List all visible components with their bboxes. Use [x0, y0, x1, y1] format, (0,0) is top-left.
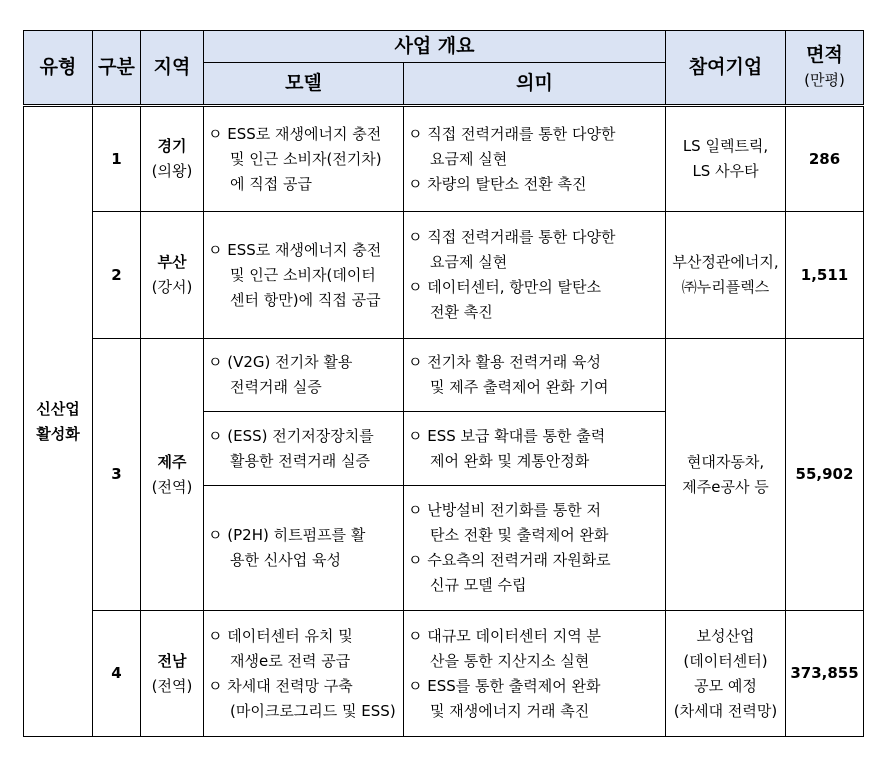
- text-line: ㅇ 직접 전력거래를 통한 다양한: [408, 228, 616, 246]
- text-line: 신규 모델 수립: [430, 576, 527, 594]
- text-line: 활용한 전력거래 실증: [230, 451, 370, 470]
- row-no: 1: [93, 106, 141, 212]
- text-line: ㅇ ESS로 재생에너지 충전: [208, 124, 382, 143]
- text-line: ㅇ (P2H) 히트펌프를 활: [208, 526, 366, 544]
- header-overview: 사업 개요: [204, 31, 666, 63]
- row-area: 1,511: [786, 212, 864, 339]
- text-line: ㅇ ESS로 재생에너지 충전: [208, 240, 382, 259]
- row-meaning: [404, 412, 666, 486]
- row-model: [204, 486, 404, 611]
- row-companies: [666, 212, 786, 339]
- row-no: 2: [93, 212, 141, 339]
- text-line: ㅇ 데이터센터, 항만의 탈탄소: [408, 278, 601, 296]
- text-line: 전력거래 실증: [230, 378, 322, 396]
- text-line: 에 직접 공급: [230, 174, 312, 193]
- text-line: LS 일렉트릭,: [682, 137, 769, 155]
- text-line: 및 제주 출력제어 완화 기여: [430, 378, 609, 396]
- row-area: 373,855: [786, 611, 864, 737]
- row-area: 286: [786, 106, 864, 212]
- row-companies: [666, 611, 786, 737]
- row-meaning: [404, 611, 666, 737]
- text-line: ㅇ (ESS) 전기저장장치를: [208, 426, 374, 445]
- header-type: 유형: [24, 31, 93, 106]
- header-area: 면적 (만평): [786, 31, 864, 106]
- text-line: 공모 예정: [694, 676, 757, 695]
- row-model: [204, 106, 404, 212]
- header-no: 구분: [93, 31, 141, 106]
- row-companies: [666, 106, 786, 212]
- row-region: 경기 (의왕): [141, 106, 204, 212]
- row-model: [204, 611, 404, 737]
- text-line: ㅇ 데이터센터 유치 및: [208, 626, 353, 645]
- text-line: (차세대 전력망): [673, 701, 778, 720]
- header-companies: 참여기업: [666, 31, 786, 106]
- text-line: 및 인근 소비자(전기차): [230, 149, 382, 168]
- table-row: [24, 212, 864, 339]
- text-line: ㅇ (V2G) 전기차 활용: [208, 353, 353, 371]
- header-meaning: 의미: [404, 63, 666, 106]
- row-model: [204, 339, 404, 412]
- text-line: ㅇ 대규모 데이터센터 지역 분: [408, 626, 601, 645]
- text-line: 제주e공사 등: [682, 477, 769, 496]
- text-line: ㅇ 직접 전력거래를 통한 다양한: [408, 124, 616, 143]
- text-line: 산을 통한 지산지소 실현: [430, 651, 590, 670]
- row-meaning: [404, 106, 666, 212]
- text-line: 및 인근 소비자(데이터: [230, 265, 376, 284]
- row-meaning: [404, 339, 666, 412]
- text-line: ㅇ 차세대 전력망 구축: [208, 676, 353, 695]
- text-line: 보성산업: [696, 626, 755, 645]
- header-model: 모델: [204, 63, 404, 106]
- text-line: 현대자동차,: [686, 452, 765, 471]
- row-model: [204, 412, 404, 486]
- text-line: (마이크로그리드 및 ESS): [230, 701, 396, 720]
- row-region: 전남 (전역): [141, 611, 204, 737]
- text-line: (데이터센터): [683, 651, 768, 670]
- text-line: ㅇ 난방설비 전기화를 통한 저: [408, 501, 601, 519]
- header-region: 지역: [141, 31, 204, 106]
- table-row: [24, 611, 864, 737]
- row-meaning: [404, 486, 666, 611]
- row-companies: [666, 339, 786, 611]
- row-region: 부산 (강서): [141, 212, 204, 339]
- text-line: ㅇ ESS 보급 확대를 통한 출력: [408, 426, 606, 445]
- text-line: 부산정관에너지,: [672, 253, 779, 271]
- text-line: 활성화: [36, 424, 80, 443]
- row-area: 55,902: [786, 339, 864, 611]
- text-line: ㅇ ESS를 통한 출력제어 완화: [408, 676, 601, 695]
- text-line: ㅇ 수요측의 전력거래 자원화로: [408, 551, 611, 569]
- text-line: 전환 촉진: [430, 303, 493, 321]
- table-row: [24, 106, 864, 212]
- text-line: 재생e로 전력 공급: [230, 651, 351, 670]
- text-line: 센터 항만)에 직접 공급: [230, 290, 381, 309]
- text-line: 탄소 전환 및 출력제어 완화: [430, 526, 609, 544]
- text-line: ㅇ 전기차 활용 전력거래 육성: [408, 353, 601, 371]
- text-line: ㅇ 차량의 탈탄소 전환 촉진: [408, 174, 587, 193]
- row-no: 4: [93, 611, 141, 737]
- text-line: 제어 완화 및 계통안정화: [430, 451, 590, 470]
- row-no: 3: [93, 339, 141, 611]
- text-line: 요금제 실현: [430, 149, 508, 168]
- table-row: [24, 339, 864, 412]
- project-table: [23, 30, 864, 737]
- text-line: 용한 신사업 육성: [230, 551, 341, 569]
- text-line: 요금제 실현: [430, 253, 508, 271]
- text-line: 신산업: [36, 399, 80, 418]
- text-line: 및 재생에너지 거래 촉진: [430, 701, 590, 720]
- type-cell: [24, 106, 93, 737]
- row-meaning: [404, 212, 666, 339]
- text-line: ㈜누리플렉스: [681, 278, 770, 296]
- row-model: [204, 212, 404, 339]
- text-line: LS 사우타: [692, 162, 759, 180]
- row-region: 제주 (전역): [141, 339, 204, 611]
